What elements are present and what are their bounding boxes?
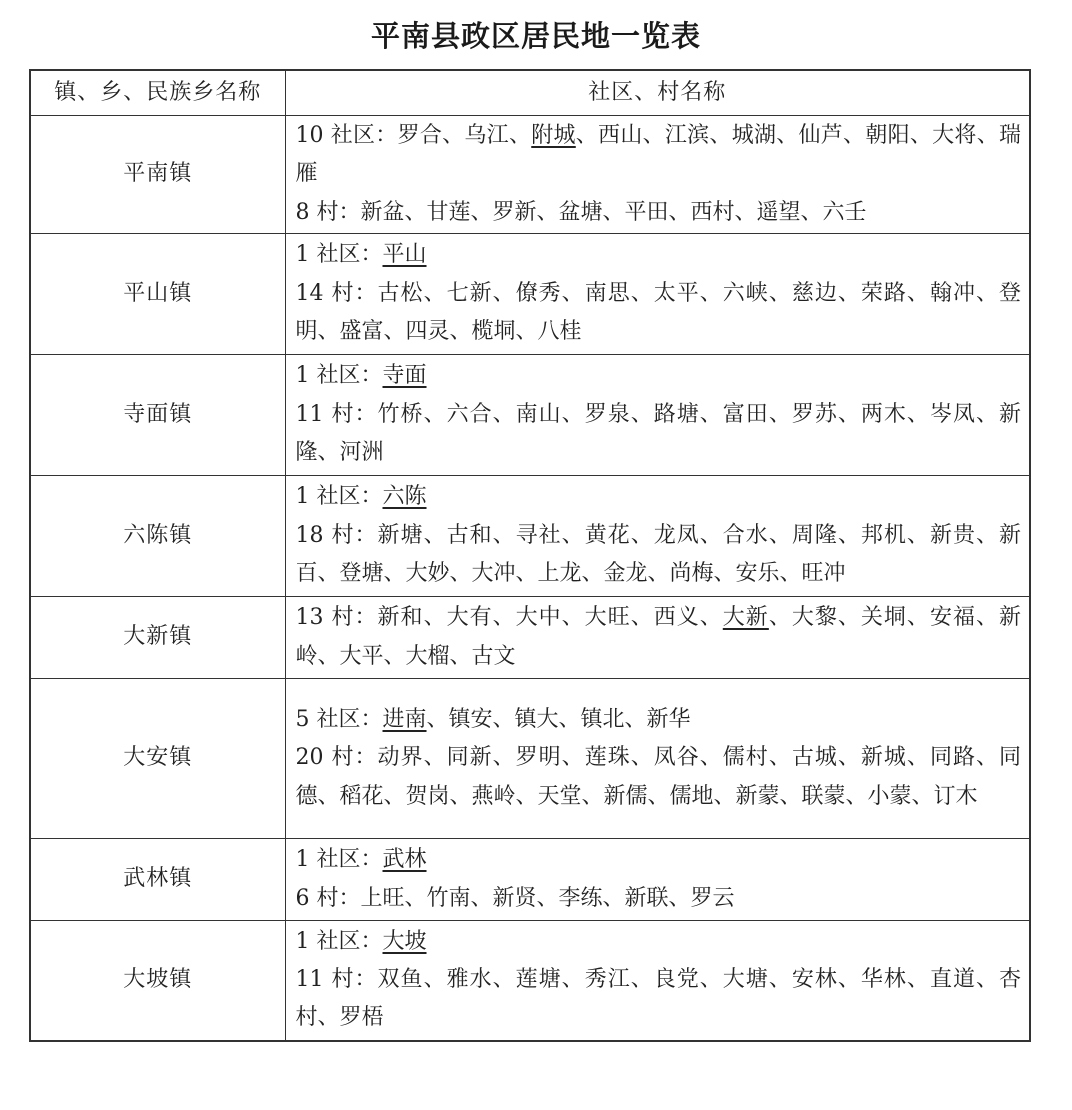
town-name: 平山镇 bbox=[30, 234, 285, 355]
list-line-first bbox=[296, 701, 1022, 739]
list-text: 1 社区： bbox=[295, 363, 383, 389]
community-village-list bbox=[285, 839, 1030, 921]
list-text: 1 社区： bbox=[295, 484, 383, 510]
list-text: 14 村：古松、七新、僚秀、南思、太平、六峡、慈边、荣路、翰冲、登明、盛富、四灵、榄垌、八桂 bbox=[295, 280, 1021, 345]
seat-name-underlined: 寺面 bbox=[382, 363, 427, 389]
list-text: 5 社区： bbox=[295, 706, 383, 732]
community-village-list bbox=[285, 597, 1030, 679]
list-text: 11 村：竹桥、六合、南山、罗泉、路塘、富田、罗苏、两木、岑凤、新隆、河洲 bbox=[295, 401, 1021, 466]
list-line bbox=[296, 194, 1022, 232]
list-text: 20 村：动界、同新、罗明、莲珠、凤谷、儒村、古城、新城、同路、同德、稻花、贺岗、燕岭、天堂、新儒、儒地、新蒙、联蒙、小蒙、订木 bbox=[295, 745, 1021, 809]
list-text: 11 村：双鱼、雅水、莲塘、秀江、良党、大塘、安林、华林、直道、杏村、罗梧 bbox=[295, 967, 1021, 1031]
seat-name-underlined: 六陈 bbox=[382, 484, 427, 510]
table-row bbox=[30, 116, 1030, 234]
town-name: 大新镇 bbox=[30, 597, 285, 679]
town-name: 寺面镇 bbox=[30, 355, 285, 476]
table-row bbox=[30, 597, 1030, 679]
list-text: 18 村：新塘、古和、寻社、黄花、龙凤、合水、周隆、邦机、新贵、新百、登塘、大妙、大冲、上龙、金龙、尚梅、安乐、旺冲 bbox=[295, 522, 1021, 587]
town-name: 六陈镇 bbox=[30, 476, 285, 597]
list-line-first bbox=[296, 841, 1022, 879]
seat-name-underlined: 附城 bbox=[531, 122, 576, 148]
table-body bbox=[30, 116, 1030, 1041]
seat-name-underlined: 大新 bbox=[722, 605, 769, 631]
list-text: 1 社区： bbox=[295, 928, 383, 954]
list-text: 13 村：新和、大有、大中、大旺、西义、 bbox=[295, 605, 723, 631]
header-community-village-name: 社区、村名称 bbox=[285, 70, 1030, 116]
list-text: 1 社区： bbox=[295, 242, 383, 268]
seat-name-underlined: 进南 bbox=[382, 706, 427, 732]
list-text: 、大黎、关垌、安福、新岭、大平、大榴、古文 bbox=[295, 605, 1021, 669]
table-row bbox=[30, 355, 1030, 476]
list-line-first bbox=[296, 117, 1022, 194]
list-text: 8 村：新盆、甘莲、罗新、盆塘、平田、西村、遥望、六壬 bbox=[295, 199, 867, 225]
seat-name-underlined: 平山 bbox=[382, 242, 427, 268]
admin-divisions-table bbox=[29, 69, 1031, 1042]
list-line-first bbox=[296, 357, 1022, 395]
header-row bbox=[30, 70, 1030, 116]
table-row bbox=[30, 921, 1030, 1041]
list-line-first bbox=[296, 923, 1022, 961]
list-line bbox=[296, 396, 1022, 473]
community-village-list bbox=[285, 355, 1030, 476]
header-town-name: 镇、乡、民族乡名称 bbox=[30, 70, 285, 116]
list-text: 1 社区： bbox=[295, 847, 383, 873]
list-line-first bbox=[296, 236, 1022, 274]
list-text: 、西山、江滨、城湖、仙芦、朝阳、大将、瑞雁 bbox=[295, 122, 1021, 187]
list-line-first bbox=[296, 599, 1022, 676]
table-row bbox=[30, 234, 1030, 355]
list-line-first bbox=[296, 478, 1022, 516]
town-name: 平南镇 bbox=[30, 116, 285, 234]
town-name: 大安镇 bbox=[30, 679, 285, 839]
town-name: 大坡镇 bbox=[30, 921, 285, 1041]
list-line bbox=[296, 961, 1022, 1038]
list-line bbox=[296, 275, 1022, 352]
community-village-list bbox=[285, 679, 1030, 839]
list-text: 6 村：上旺、竹南、新贤、李练、新联、罗云 bbox=[295, 885, 735, 911]
table-row bbox=[30, 679, 1030, 839]
list-line bbox=[296, 517, 1022, 594]
seat-name-underlined: 大坡 bbox=[382, 928, 427, 954]
list-text: 10 社区：罗合、乌江、 bbox=[295, 122, 532, 148]
community-village-list bbox=[285, 921, 1030, 1041]
community-village-list bbox=[285, 116, 1030, 234]
table-row bbox=[30, 839, 1030, 921]
list-line bbox=[296, 880, 1022, 918]
list-text: 、镇安、镇大、镇北、新华 bbox=[426, 706, 691, 732]
table-row bbox=[30, 476, 1030, 597]
list-line bbox=[296, 739, 1022, 816]
table-title: 平南县政区居民地一览表 bbox=[370, 19, 701, 53]
community-village-list bbox=[285, 476, 1030, 597]
seat-name-underlined: 武林 bbox=[382, 847, 427, 873]
town-name: 武林镇 bbox=[30, 839, 285, 921]
community-village-list bbox=[285, 234, 1030, 355]
